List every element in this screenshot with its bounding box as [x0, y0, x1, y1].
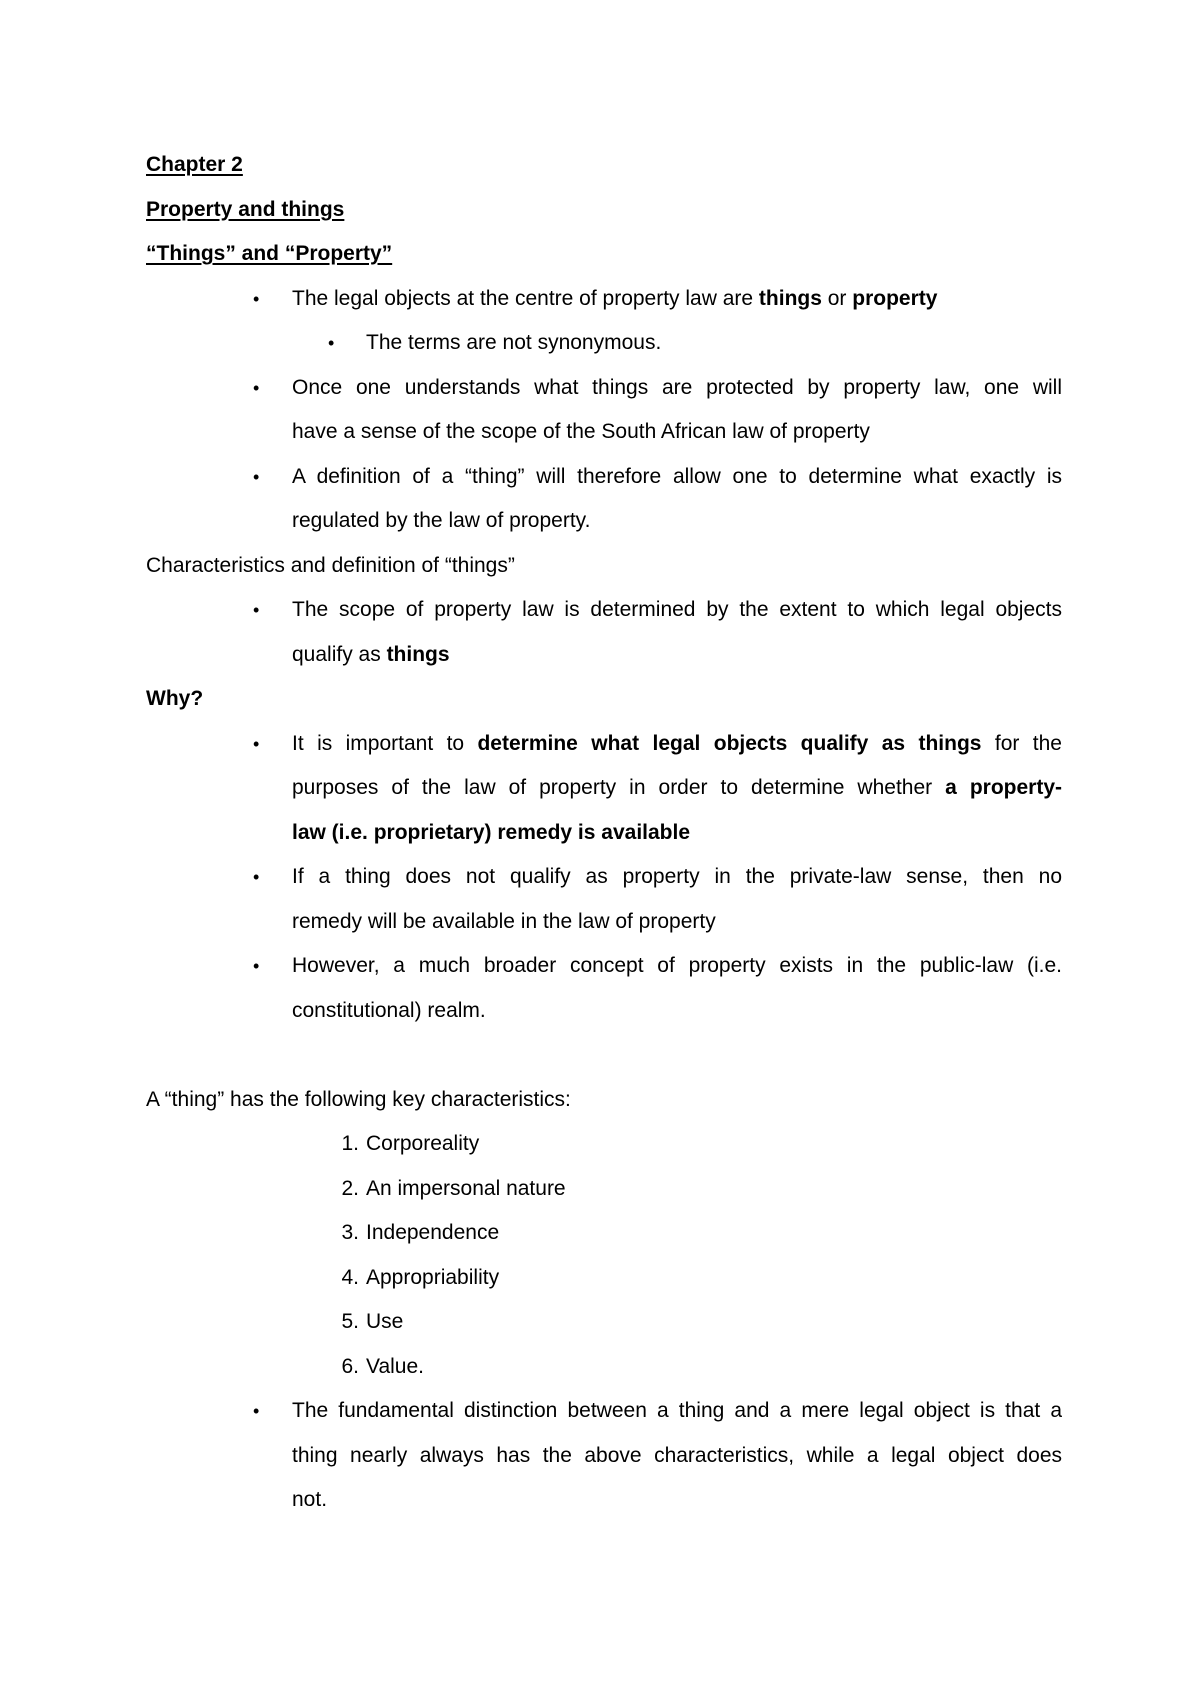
bullet-item: [146, 722, 1066, 767]
list-item: [146, 1167, 1066, 1212]
why-heading: Why?: [146, 687, 204, 710]
bullet-continuation: remedy will be available in the law of property: [292, 909, 716, 933]
list-text: Corporeality: [366, 1132, 480, 1155]
bullet-text: Once one understands what things are protected by property law, one will: [292, 375, 1062, 399]
bullet-continuation: constitutional) realm.: [292, 998, 486, 1022]
subsection-title: “Things” and “Property”: [146, 242, 393, 265]
bullet-text: However, a much broader concept of property exists in the public-law (i.e.: [292, 954, 1062, 977]
bullet-text: The legal objects at the centre of property law are things or property: [292, 286, 938, 310]
list-text: Value.: [366, 1354, 424, 1378]
bullet-item: [146, 944, 1066, 989]
bullet-continuation: qualify as things: [292, 642, 450, 666]
list-text: Appropriability: [366, 1265, 500, 1289]
list-number: 3.: [341, 1221, 359, 1244]
bullet-icon: •: [253, 377, 260, 398]
list-item: [146, 1122, 1066, 1167]
bullet-continuation: law (i.e. proprietary) remedy is available: [292, 820, 691, 844]
list-number: 4.: [341, 1265, 359, 1289]
bullet-continuation: purposes of the law of property in order to determine whether a property-: [292, 776, 1062, 799]
bullet-icon: •: [253, 867, 260, 887]
list-item: [146, 1256, 1066, 1301]
bullet-continuation: regulated by the law of property.: [292, 509, 591, 532]
list-text: Independence: [366, 1221, 500, 1244]
list-number: 5.: [341, 1310, 359, 1333]
bullet-item: [146, 588, 1066, 633]
bullet-text: It is important to determine what legal objects qualify as things for the: [292, 731, 1062, 755]
bullet-icon: •: [253, 1401, 260, 1421]
section-title: Property and things: [146, 197, 345, 221]
bullet-icon: •: [253, 956, 260, 976]
bullet-icon: •: [253, 733, 260, 754]
document-content: [146, 143, 1066, 1523]
list-text: An impersonal nature: [366, 1176, 566, 1200]
characteristics-heading: Characteristics and definition of “things”: [146, 553, 515, 577]
list-number: 1.: [341, 1132, 359, 1155]
bullet-text: If a thing does not qualify as property in the private-law sense, then no: [292, 865, 1062, 888]
paragraph-spacer: [146, 1033, 1066, 1078]
list-text: Use: [366, 1310, 404, 1333]
bullet-icon: •: [253, 600, 260, 620]
key-characteristics-intro: A “thing” has the following key characteristics:: [146, 1087, 571, 1111]
bullet-text: The terms are not synonymous.: [366, 331, 662, 354]
bullet-continuation: thing nearly always has the above characteristics, while a legal object does: [292, 1443, 1062, 1467]
bullet-item: [146, 277, 1066, 322]
list-item: [146, 1300, 1066, 1345]
bullet-continuation: have a sense of the scope of the South African law of property: [292, 420, 870, 443]
list-number: 6.: [341, 1354, 359, 1378]
list-item: [146, 1345, 1066, 1390]
bullet-text: The scope of property law is determined by the extent to which legal objects: [292, 598, 1062, 621]
bullet-text: The fundamental distinction between a thing and a mere legal object is that a: [292, 1399, 1062, 1422]
bullet-item: [146, 855, 1066, 900]
bullet-continuation: not.: [292, 1488, 328, 1511]
sub-bullet-item: [146, 321, 1066, 366]
bullet-item: [146, 366, 1066, 411]
bullet-item: [146, 455, 1066, 500]
list-item: [146, 1211, 1066, 1256]
bullet-icon: •: [328, 333, 335, 353]
bullet-icon: •: [253, 288, 260, 309]
bullet-item: [146, 1389, 1066, 1434]
bullet-icon: •: [253, 466, 260, 487]
list-number: 2.: [341, 1176, 359, 1200]
bullet-text: A definition of a “thing” will therefore allow one to determine what exactly is: [292, 464, 1062, 488]
chapter-heading: Chapter 2: [146, 153, 243, 176]
